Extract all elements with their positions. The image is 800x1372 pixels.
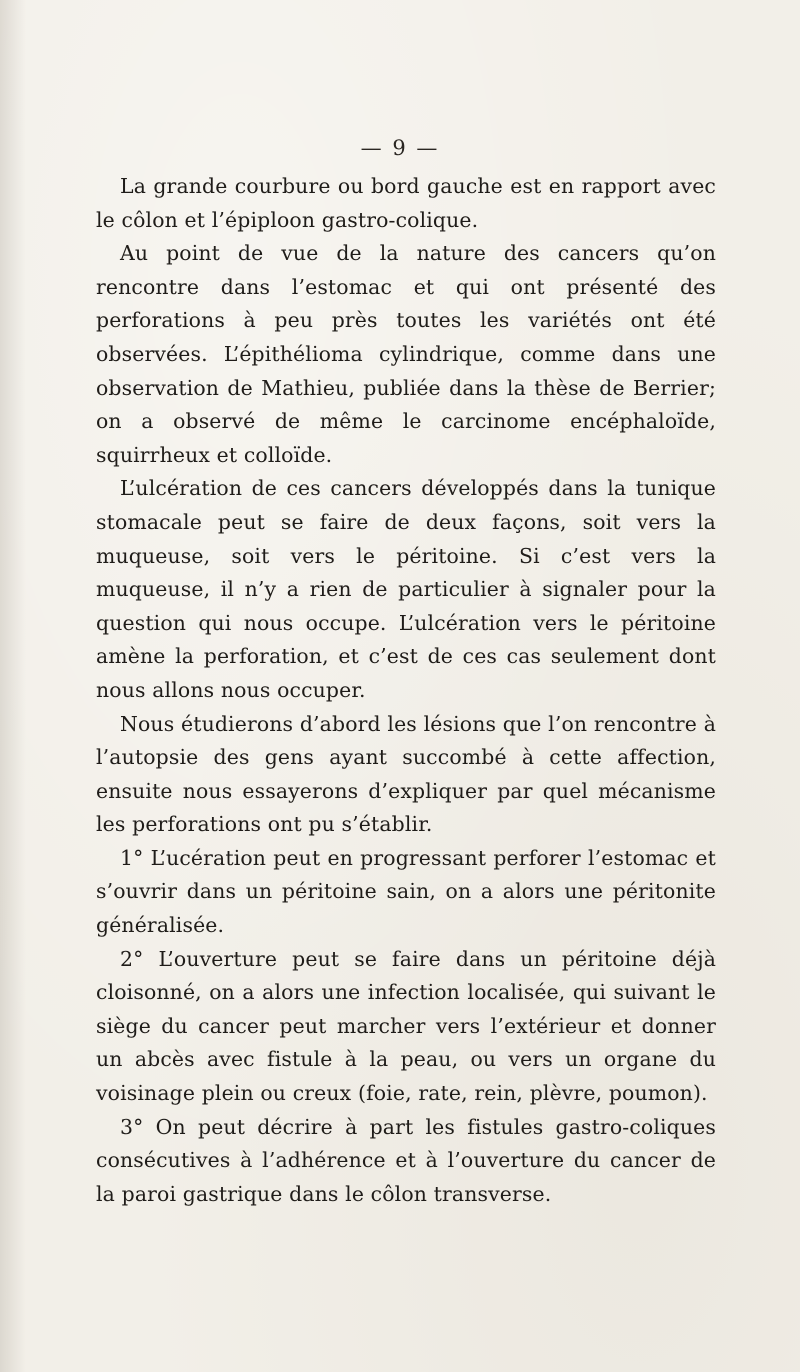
- paragraph-nature-des-cancers: Au point de vue de la nature des cancers qu’on rencontre dans l’estomac et qui ont présenté des perforations à peu près toutes les variétés ont été observées. L’épithélioma cylindrique, comme dans une observation de Mathieu, publiée dans la thèse de Berrier; on a observé de même le carcinome encéphaloïde, squirrheux et colloïde.: [96, 241, 716, 467]
- paragraph-point-1: 1° L’ucération peut en progressant perforer l’estomac et s’ouvrir dans un péritoine sain, on a alors une péritonite généralisée.: [96, 845, 716, 938]
- paragraph-grande-courbure: La grande courbure ou bord gauche est en rapport avec le côlon et l’épiploon gastro-colique.: [96, 174, 716, 232]
- paragraph-ulceration: L’ulcération de ces cancers développés dans la tunique stomacale peut se faire de deux façons, soit vers la muqueuse, soit vers le péritoine. Si c’est vers la muqueuse, il n’y a rien de particulier à signaler pour la question qui nous occupe. L’ulcération vers le péritoine amène la perforation, et c’est de ces cas seulement dont nous allons nous occuper.: [96, 476, 716, 702]
- page-number: — 9 —: [360, 136, 440, 160]
- paragraph-point-2: 2° L’ouverture peut se faire dans un péritoine déjà cloisonné, on a alors une infection localisée, qui suivant le siège du cancer peut marcher vers l’extérieur et donner un abcès avec fistule à la peau, ou vers un organe du voisinage plein ou creux (foie, rate, rein, plèvre, poumon).: [96, 946, 716, 1106]
- body-text: [96, 170, 716, 1211]
- paragraph-point-3: 3° On peut décrire à part les fistules gastro-coliques consécutives à l’adhérence et à l’ouverture du cancer de la paroi gastrique dans le côlon transverse.: [96, 1114, 716, 1206]
- paragraph-lesions: Nous étudierons d’abord les lésions que l’on rencontre à l’autopsie des gens ayant succombé à cette affection, ensuite nous essayerons d’expliquer par quel mécanisme les perforations ont pu s’établir.: [96, 711, 716, 837]
- page-edge-shadow: [0, 0, 26, 1372]
